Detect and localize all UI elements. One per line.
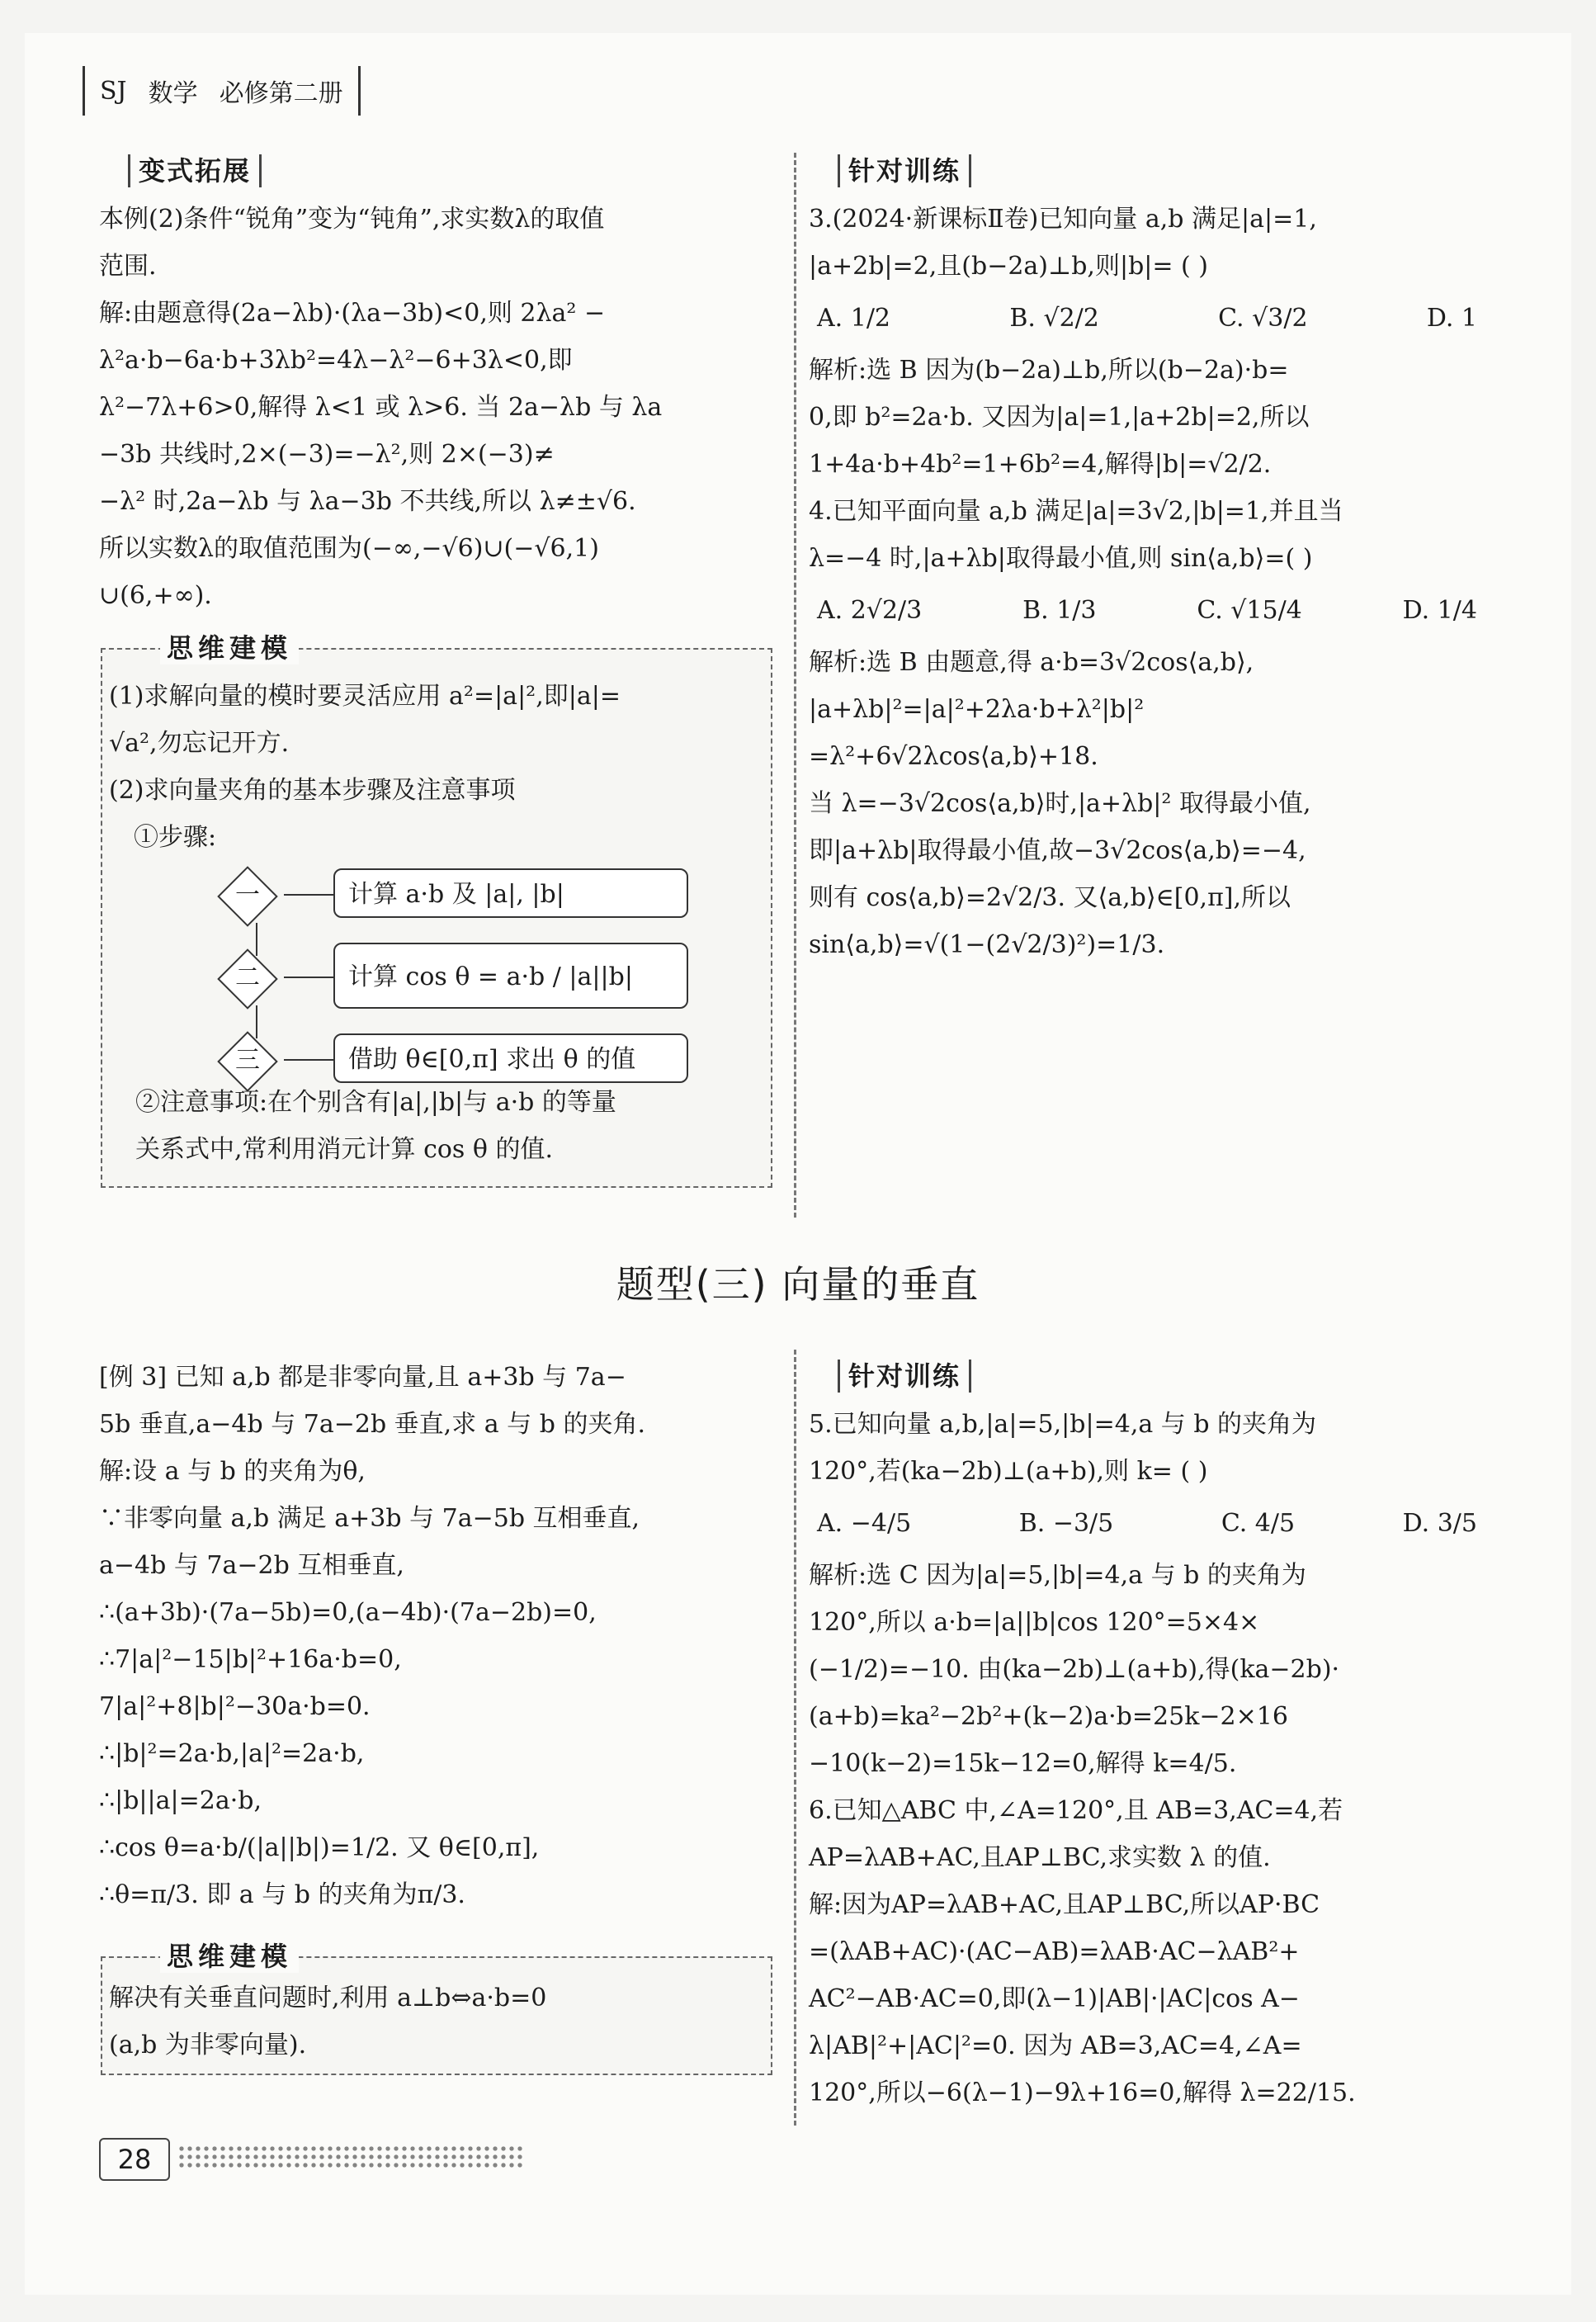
answer-line: 解析:选 C 因为|a|=5,|b|=4,a 与 b 的夹角为 (809, 1561, 1306, 1590)
example-3-block (99, 1354, 776, 1918)
header-series: SJ (100, 76, 127, 106)
variant-extension-block (99, 149, 776, 619)
answer-line: 解:因为AP=λAB+AC,且AP⊥BC,所以AP·BC (809, 1890, 1320, 1919)
question-5-options (809, 1495, 1494, 1552)
question-5-line: 5.已知向量 a,b,|a|=5,|b|=4,a 与 b 的夹角为 (809, 1410, 1317, 1439)
text-line: 解:设 a 与 b 的夹角为θ, (99, 1457, 366, 1486)
practice-block-bottom (809, 1354, 1494, 2116)
option-b: B. −3/5 (1018, 1509, 1114, 1538)
model-notes (135, 1079, 771, 1173)
answer-line: (a+b)=ka²−2b²+(k−2)a·b=25k−2×16 (809, 1702, 1288, 1731)
text-line: ∴|b||a|=2a·b, (99, 1786, 262, 1815)
answer-line: sin⟨a,b⟩=√(1−(2√2/3)²)=1/3. (809, 930, 1165, 959)
flow-step (210, 951, 787, 1005)
model-text (109, 673, 769, 861)
connector (284, 894, 333, 896)
option-a: A. 2√2/3 (817, 596, 923, 625)
text-line: ②注意事项:在个别含有|a|,|b|与 a·b 的等量 (135, 1088, 616, 1117)
step-mark: 二 (235, 963, 260, 992)
question-4-options (809, 582, 1494, 639)
question-4-line: λ=−4 时,|a+λb|取得最小值,则 sin⟨a,b⟩=( ) (809, 544, 1313, 573)
column-divider-top (794, 153, 796, 1218)
answer-line: (−1/2)=−10. 由(ka−2b)⊥(a+b),得(ka−2b)· (809, 1655, 1340, 1684)
practice-block-top (809, 149, 1494, 968)
option-c: C. √15/4 (1197, 596, 1302, 625)
text-line: ∴|b|²=2a·b,|a|²=2a·b, (99, 1739, 365, 1768)
question-4-line: 4.已知平面向量 a,b 满足|a|=3√2,|b|=1,并且当 (809, 497, 1343, 526)
option-c: C. 4/5 (1221, 1509, 1296, 1538)
thinking-model-box-2 (101, 1941, 772, 2075)
step-box: 计算 cos θ = a·b / |a||b| (333, 943, 688, 1009)
answer-line: 解析:选 B 因为(b−2a)⊥b,所以(b−2a)·b= (809, 356, 1289, 385)
option-b: B. √2/2 (1009, 304, 1099, 333)
answer-line: |a+λb|²=|a|²+2λa·b+λ²|b|² (809, 695, 1145, 724)
question-6-line: AP=λAB+AC,且AP⊥BC,求实数 λ 的值. (809, 1843, 1271, 1872)
decorative-dot-bar (177, 2145, 524, 2171)
answer-line: 即|a+λb|取得最小值,故−3√2cos⟨a,b⟩=−4, (809, 836, 1306, 865)
option-b: B. 1/3 (1022, 596, 1097, 625)
question-3-line: 3.(2024·新课标Ⅱ卷)已知向量 a,b 满足|a|=1, (809, 205, 1317, 234)
option-d: D. 3/5 (1402, 1509, 1477, 1538)
thinking-model-label: 思维建模 (160, 1940, 299, 1973)
text-line: 解:由题意得(2a−λb)·(λa−3b)<0,则 2λa² − (99, 299, 606, 328)
practice-title: 针对训练 (838, 1360, 971, 1393)
flow-step (210, 868, 787, 923)
text-line: [例 3] 已知 a,b 都是非零向量,且 a+3b 与 7a− (99, 1363, 626, 1392)
answer-line: λ|AB|²+|AC|²=0. 因为 AB=3,AC=4,∠A= (809, 2031, 1302, 2060)
option-c: C. √3/2 (1218, 304, 1308, 333)
text-line: ∪(6,+∞). (99, 581, 212, 610)
text-line: (1)求解向量的模时要灵活应用 a²=|a|²,即|a|= (109, 682, 621, 711)
text-line: −3b 共线时,2×(−3)=−λ²,则 2×(−3)≠ (99, 440, 555, 469)
text-line: (2)求向量夹角的基本步骤及注意事项 (109, 776, 516, 805)
answer-line: 则有 cos⟨a,b⟩=2√2/3. 又⟨a,b⟩∈[0,π],所以 (809, 883, 1291, 912)
text-line: ∵非零向量 a,b 满足 a+3b 与 7a−5b 互相垂直, (99, 1504, 640, 1533)
answer-line: −10(k−2)=15k−12=0,解得 k=4/5. (809, 1749, 1237, 1778)
question-6-line: 6.已知△ABC 中,∠A=120°,且 AB=3,AC=4,若 (809, 1796, 1343, 1825)
column-divider-bottom (794, 1350, 796, 2126)
thinking-model-label: 思维建模 (160, 631, 299, 664)
model-text (109, 1974, 769, 2069)
text-line: 关系式中,常利用消元计算 cos θ 的值. (135, 1135, 554, 1164)
step-box: 计算 a·b 及 |a|, |b| (333, 868, 688, 918)
option-a: A. −4/5 (817, 1509, 912, 1538)
answer-line: 当 λ=−3√2cos⟨a,b⟩时,|a+λb|² 取得最小值, (809, 789, 1311, 818)
text-line: (a,b 为非零向量). (109, 2031, 307, 2060)
text-line: λ²−7λ+6>0,解得 λ<1 或 λ>6. 当 2a−λb 与 λa (99, 393, 663, 422)
option-d: D. 1 (1426, 304, 1477, 333)
answer-line: 0,即 b²=2a·b. 又因为|a|=1,|a+2b|=2,所以 (809, 403, 1310, 432)
question-5-line: 120°,若(ka−2b)⊥(a+b),则 k= ( ) (809, 1457, 1208, 1486)
option-d: D. 1/4 (1402, 596, 1477, 625)
text-line: 本例(2)条件“锐角”变为“钝角”,求实数λ的取值 (99, 205, 605, 234)
answer-line: 解析:选 B 由题意,得 a·b=3√2cos⟨a,b⟩, (809, 648, 1254, 677)
answer-line: 120°,所以−6(λ−1)−9λ+16=0,解得 λ=22/15. (809, 2078, 1356, 2107)
step-mark: 三 (235, 1046, 260, 1075)
answer-line: =(λAB+AC)·(AC−AB)=λAB·AC−λAB²+ (809, 1937, 1300, 1966)
step-mark: 一 (235, 881, 260, 910)
option-a: A. 1/2 (817, 304, 891, 333)
header-subject: 数学 (148, 79, 198, 108)
question-3-line: |a+2b|=2,且(b−2a)⊥b,则|b|= ( ) (809, 252, 1208, 281)
page-header (83, 66, 361, 116)
text-line: 范围. (99, 252, 157, 281)
practice-title: 针对训练 (838, 154, 971, 187)
text-line: 5b 垂直,a−4b 与 7a−2b 垂直,求 a 与 b 的夹角. (99, 1410, 645, 1439)
text-line: ①步骤: (134, 823, 217, 852)
text-line: ∴(a+3b)·(7a−5b)=0,(a−4b)·(7a−2b)=0, (99, 1598, 597, 1627)
question-3-options (809, 290, 1494, 347)
text-line: 所以实数λ的取值范围为(−∞,−√6)∪(−√6,1) (99, 534, 599, 563)
page-number: 28 (99, 2138, 170, 2181)
text-line: a−4b 与 7a−2b 互相垂直, (99, 1551, 404, 1580)
text-line: −λ² 时,2a−λb 与 λa−3b 不共线,所以 λ≠±√6. (99, 487, 636, 516)
answer-line: AC²−AB·AC=0,即(λ−1)|AB|·|AC|cos A− (809, 1984, 1300, 2013)
answer-line: 120°,所以 a·b=|a||b|cos 120°=5×4× (809, 1608, 1260, 1637)
step-box: 借助 θ∈[0,π] 求出 θ 的值 (333, 1033, 688, 1083)
text-line: 7|a|²+8|b|²−30a·b=0. (99, 1692, 371, 1721)
text-line: ∴θ=π/3. 即 a 与 b 的夹角为π/3. (99, 1880, 465, 1909)
section-title: 题型(三) 向量的垂直 (616, 1262, 980, 1307)
text-line: ∴cos θ=a·b/(|a||b|)=1/2. 又 θ∈[0,π], (99, 1833, 540, 1862)
connector (284, 977, 333, 978)
header-book: 必修第二册 (219, 79, 343, 108)
text-line: 解决有关垂直问题时,利用 a⊥b⇔a·b=0 (109, 1984, 547, 2012)
answer-line: =λ²+6√2λcos⟨a,b⟩+18. (809, 742, 1098, 771)
connector (284, 1059, 333, 1061)
text-line: λ²a·b−6a·b+3λb²=4λ−λ²−6+3λ<0,即 (99, 346, 573, 375)
thinking-model-box (101, 632, 772, 1188)
text-line: ∴7|a|²−15|b|²+16a·b=0, (99, 1645, 402, 1674)
variant-extension-title: 变式拓展 (128, 154, 262, 187)
answer-line: 1+4a·b+4b²=1+6b²=4,解得|b|=√2/2. (809, 450, 1272, 479)
text-line: √a²,勿忘记开方. (109, 729, 290, 758)
